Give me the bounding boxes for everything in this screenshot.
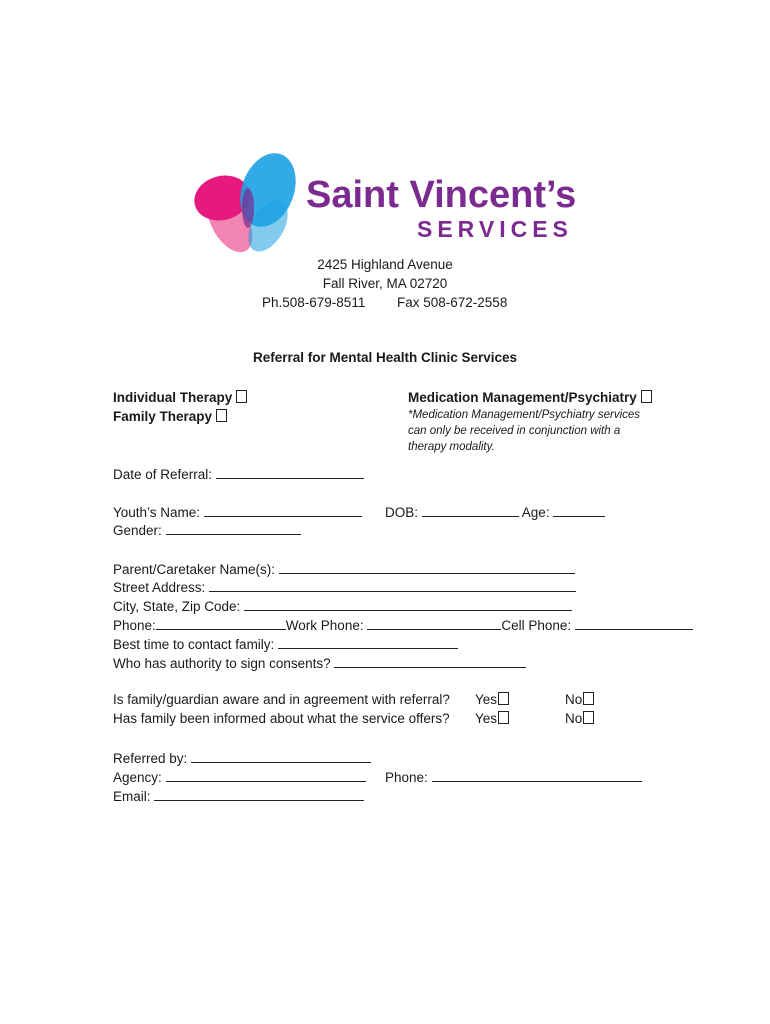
saint-vincents-logo bbox=[190, 148, 590, 258]
medication-note-line2: can only be received in conjunction with a bbox=[408, 425, 621, 437]
date-of-referral-label: Date of Referral: bbox=[113, 467, 213, 482]
referred-by-row bbox=[113, 749, 371, 766]
authority-field[interactable] bbox=[334, 654, 526, 668]
phone-label: Phone: bbox=[113, 618, 156, 633]
yes-label: Yes bbox=[475, 692, 498, 707]
informed-yes-checkbox[interactable] bbox=[498, 711, 509, 724]
individual-therapy-checkbox[interactable] bbox=[236, 390, 247, 403]
dob-label: DOB: bbox=[385, 505, 419, 520]
city-state-zip-field[interactable] bbox=[244, 597, 572, 611]
medication-label: Medication Management/Psychiatry bbox=[408, 390, 637, 405]
address-phone: Ph.508-679-8511 bbox=[262, 295, 366, 310]
email-field[interactable] bbox=[154, 787, 364, 801]
question-informed-no bbox=[565, 711, 594, 726]
form-title: Referral for Mental Health Clinic Services bbox=[252, 350, 518, 365]
referred-by-field[interactable] bbox=[191, 749, 371, 763]
best-time-field[interactable] bbox=[278, 635, 458, 649]
cell-phone-label: Cell Phone: bbox=[501, 618, 572, 633]
youth-name-row bbox=[113, 503, 362, 520]
dob-row bbox=[385, 503, 605, 520]
individual-therapy-label: Individual Therapy bbox=[113, 390, 233, 405]
best-time-row bbox=[113, 635, 458, 652]
referred-by-label: Referred by: bbox=[113, 751, 188, 766]
medication-option bbox=[408, 390, 652, 405]
aware-no-checkbox[interactable] bbox=[583, 692, 594, 705]
address-fax: Fax 508-672-2558 bbox=[397, 295, 508, 310]
gender-row bbox=[113, 521, 301, 538]
question-informed-yes bbox=[475, 711, 509, 726]
parent-name-row bbox=[113, 560, 575, 577]
question-informed: Has family been informed about what the service offers? bbox=[113, 711, 450, 726]
authority-row bbox=[113, 654, 526, 671]
date-of-referral-field[interactable] bbox=[216, 465, 364, 479]
referrer-phone-row bbox=[385, 768, 642, 785]
agency-label: Agency: bbox=[113, 770, 162, 785]
yes-label: Yes bbox=[475, 711, 498, 726]
address-city: Fall River, MA 02720 bbox=[322, 276, 448, 291]
family-therapy-checkbox[interactable] bbox=[216, 409, 227, 422]
age-label: Age: bbox=[521, 505, 550, 520]
authority-label: Who has authority to sign consents? bbox=[113, 656, 331, 671]
phones-row bbox=[113, 616, 693, 633]
gender-field[interactable] bbox=[166, 521, 301, 535]
no-label: No bbox=[565, 711, 583, 726]
logo-subtitle: SERVICES bbox=[417, 216, 573, 242]
medication-note bbox=[408, 407, 640, 455]
medication-note-line1: *Medication Management/Psychiatry services bbox=[408, 409, 641, 421]
family-therapy-label: Family Therapy bbox=[113, 409, 213, 424]
referrer-phone-field[interactable] bbox=[432, 768, 642, 782]
family-therapy-option bbox=[113, 409, 227, 424]
date-of-referral-row bbox=[113, 465, 364, 482]
agency-field[interactable] bbox=[166, 768, 366, 782]
cell-phone-field[interactable] bbox=[575, 616, 693, 630]
street-address-label: Street Address: bbox=[113, 580, 206, 595]
phone-field[interactable] bbox=[156, 616, 286, 630]
dob-field[interactable] bbox=[422, 503, 519, 517]
logo-title: Saint Vincent’s bbox=[306, 174, 577, 216]
question-aware-no bbox=[565, 692, 594, 707]
best-time-label: Best time to contact family: bbox=[113, 637, 275, 652]
city-state-zip-row bbox=[113, 597, 572, 614]
agency-row bbox=[113, 768, 366, 785]
age-field[interactable] bbox=[553, 503, 605, 517]
address-street: 2425 Highland Avenue bbox=[317, 257, 453, 272]
question-aware-yes bbox=[475, 692, 509, 707]
youth-name-field[interactable] bbox=[204, 503, 362, 517]
no-label: No bbox=[565, 692, 583, 707]
email-label: Email: bbox=[113, 789, 151, 804]
referrer-phone-label: Phone: bbox=[385, 770, 428, 785]
city-state-zip-label: City, State, Zip Code: bbox=[113, 599, 241, 614]
informed-no-checkbox[interactable] bbox=[583, 711, 594, 724]
question-aware: Is family/guardian aware and in agreement with referral? bbox=[113, 692, 450, 707]
youth-name-label: Youth’s Name: bbox=[113, 505, 201, 520]
work-phone-label: Work Phone: bbox=[285, 618, 364, 633]
aware-yes-checkbox[interactable] bbox=[498, 692, 509, 705]
email-row bbox=[113, 787, 364, 804]
work-phone-field[interactable] bbox=[367, 616, 501, 630]
medication-note-line3: therapy modality. bbox=[408, 441, 495, 453]
parent-name-label: Parent/Caretaker Name(s): bbox=[113, 562, 276, 577]
parent-name-field[interactable] bbox=[279, 560, 575, 574]
street-address-row bbox=[113, 578, 576, 595]
street-address-field[interactable] bbox=[209, 578, 576, 592]
gender-label: Gender: bbox=[113, 523, 162, 538]
medication-checkbox[interactable] bbox=[641, 390, 652, 403]
individual-therapy-option bbox=[113, 390, 247, 405]
